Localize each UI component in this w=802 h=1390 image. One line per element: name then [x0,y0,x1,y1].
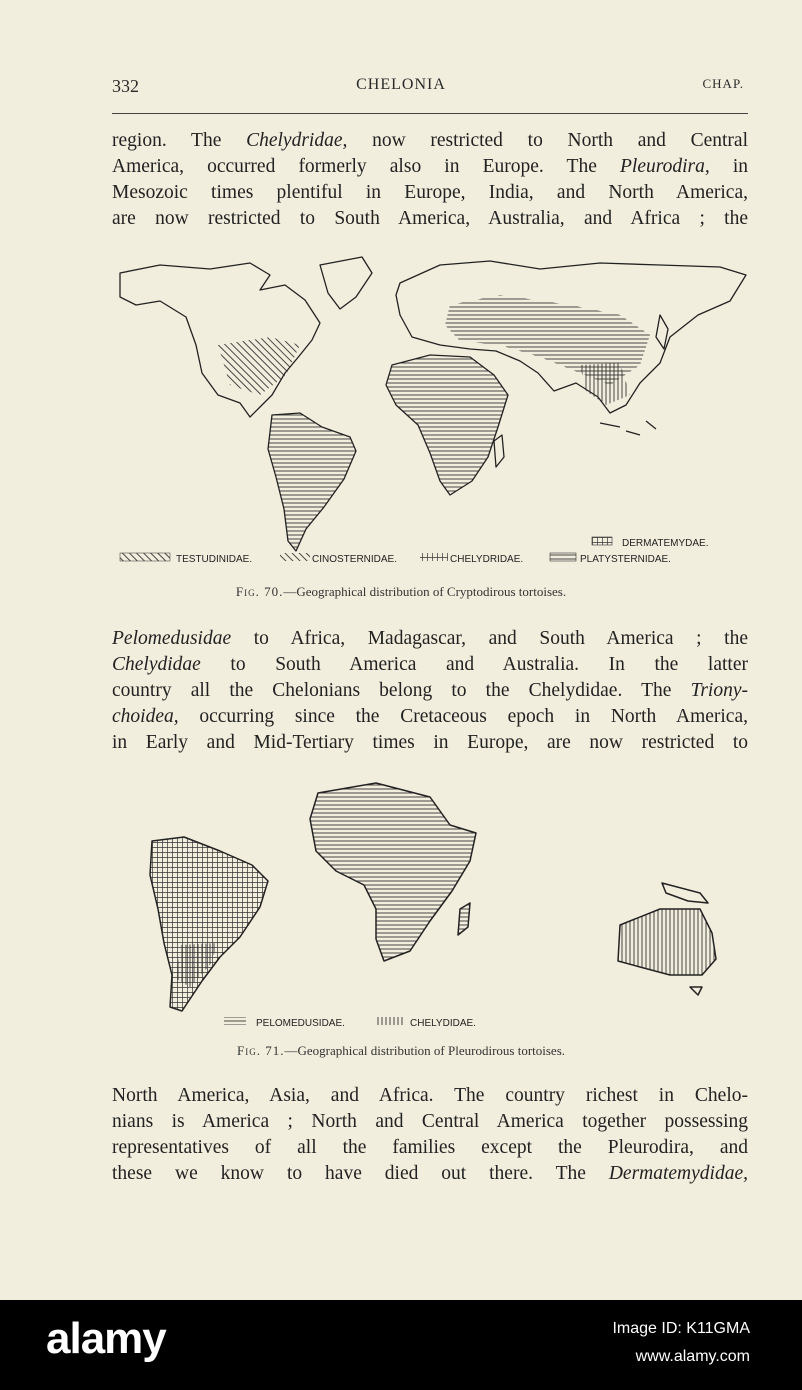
legend-label-chelydridae: CHELYDRIDAE. [450,554,524,565]
figure-70-legend [120,537,709,565]
new-guinea-outline [662,883,708,903]
legend-label-dermatemydae: DERMATEMYDAE. [622,538,709,549]
p1-line-3: Mesozoic times plentiful in Europe, India, and North America, [112,182,748,203]
p2-line-1: Pelomedusidae to Africa, Madagascar, and South America ; the [112,628,748,649]
madagascar-outline [494,435,504,467]
figure-71-legend [224,1017,476,1029]
p2-line-2: Chelydidae to South America and Australia. In the latter [112,654,748,675]
australia-outline [618,909,716,975]
p2-line-3: country all the Chelonians belong to the Chelydidae. The Triony- [112,680,748,701]
legend-swatch-chelydidae [376,1017,404,1025]
p1-line-2: America, occurred formerly also in Europe. The Pleurodira, in [112,156,749,177]
greenland-outline [320,257,372,309]
image-code: Image ID: K11GMA [612,1320,750,1337]
paragraph-1 [112,128,748,232]
p2-line-5: in Early and Mid-Tertiary times in Europe, are now restricted to [112,732,748,753]
header-rule [112,113,748,114]
japan-outline [656,315,668,349]
north-america-range [218,337,300,395]
p3-line-2: nians is America ; North and Central America together possessing [112,1111,748,1132]
p3-line-3: representatives of all the families except the Pleurodira, and [112,1137,748,1158]
p3-line-4: these we know to have died out there. The Dermatemydidae, [112,1163,748,1184]
chapter-abbrev: CHAP. [702,76,744,91]
africa-outline [310,783,476,961]
legend-label-cinosternidae: CINOSTERNIDAE. [312,554,398,565]
tasmania-outline [690,987,702,995]
figure-70-world-map [100,245,760,585]
legend-swatch-platysternidae [550,553,576,561]
p3-line-1: North America, Asia, and Africa. The country richest in Chelo- [112,1085,748,1106]
page-number: 332 [112,76,139,96]
north-america-outline [120,263,320,417]
site-url[interactable]: www.alamy.com [635,1348,750,1365]
madagascar-outline [458,903,470,935]
paragraph-2 [112,626,748,756]
south-america-outline [268,413,356,551]
paragraph-3 [112,1083,748,1187]
south-america-outline [150,837,268,1011]
legend-swatch-cinosternidae [280,553,310,561]
legend-label-pelomedusidae: PELOMEDUSIDAE. [256,1018,345,1029]
figure-71-southern-map [140,775,740,1035]
legend-label-platysternidae: PLATYSTERNIDAE. [580,554,671,565]
p1-line-1: region. The Chelydridae, now restricted to North and Central [112,130,749,151]
legend-label-chelydidae: CHELYDIDAE. [410,1018,476,1029]
figure-70-caption: Fig. 70.—Geographical distribution of Cryptodirous tortoises. [235,584,567,599]
legend-swatch-dermatemydae [592,537,612,545]
indonesia-islands [600,421,656,435]
legend-label-testudinidae: TESTUDINIDAE. [176,554,253,565]
legend-swatch-testudinidae [120,553,170,561]
legend-swatch-pelomedusidae [224,1017,246,1025]
running-title: CHELONIA [356,76,446,93]
legend-swatch-chelydridae [420,553,448,561]
africa-outline [386,355,508,495]
watermark-footer [0,1300,802,1390]
figure-71-caption: Fig. 71.—Geographical distribution of Pleurodirous tortoises. [236,1043,566,1058]
p2-line-4: choidea, occurring since the Cretaceous epoch in North America, [112,706,748,727]
brand-logo: alamy [46,1314,166,1363]
p1-line-4: are now restricted to South America, Australia, and Africa ; the [112,208,748,229]
